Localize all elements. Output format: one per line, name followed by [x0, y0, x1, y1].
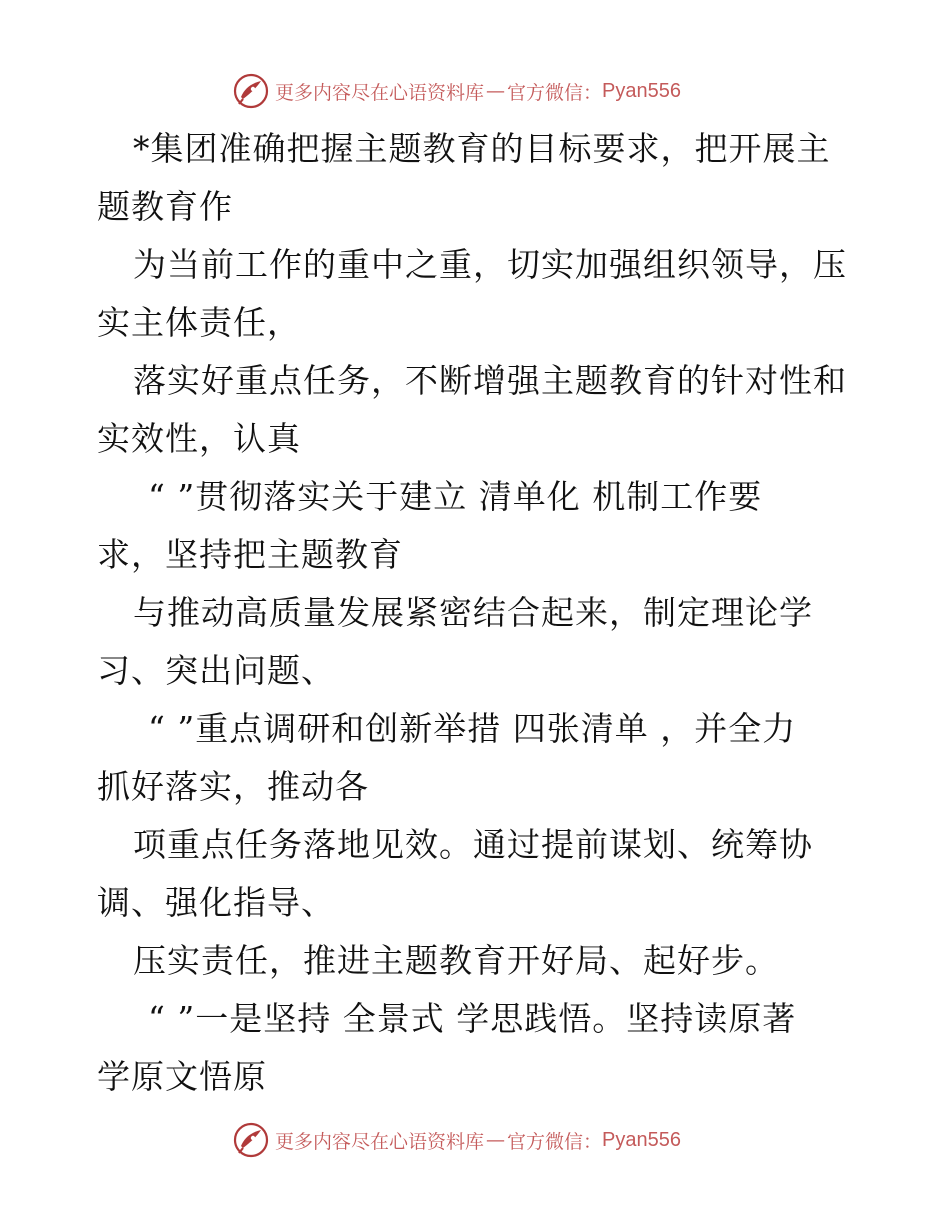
banner-text: 更多内容尽在心语资料库: [275, 1130, 485, 1153]
text-line: “ ”一是坚持 全景式 学思践悟。坚持读原著: [148, 999, 797, 1038]
text-line: 落实好重点任务，不断增强主题教育的针对性和: [133, 361, 847, 400]
text-line: 项重点任务落地见效。通过提前谋划、统筹协: [133, 825, 813, 864]
text-line: 为当前工作的重中之重，切实加强组织领导，压: [133, 245, 847, 284]
pen-logo-icon: [233, 1122, 269, 1158]
text-line: 实主体责任，: [97, 303, 301, 342]
banner-wechat-id: Pyan556: [602, 1128, 681, 1151]
text-line: *集团准确把握主题教育的目标要求，把开展主: [133, 129, 831, 168]
text-line: 求，坚持把主题教育: [97, 535, 403, 574]
banner-dash: —: [486, 1129, 506, 1151]
pen-logo-icon: [233, 73, 269, 109]
text-line: “ ”重点调研和创新举措 四张清单 ，并全力: [148, 709, 797, 748]
footer-banner: [233, 1120, 681, 1160]
text-line: 实效性，认真: [97, 419, 301, 458]
text-line: 抓好落实，推动各: [97, 767, 369, 806]
text-line: 压实责任，推进主题教育开好局、起好步。: [133, 941, 779, 980]
banner-dash: —: [486, 80, 506, 102]
header-banner: [233, 71, 681, 111]
text-line: 与推动高质量发展紧密结合起来，制定理论学: [133, 593, 813, 632]
text-line: 题教育作: [97, 187, 233, 226]
text-line: 调、强化指导、: [97, 883, 335, 922]
banner-wechat-id: Pyan556: [602, 79, 681, 102]
text-line: “ ”贯彻落实关于建立 清单化 机制工作要: [148, 477, 763, 516]
banner-text: 更多内容尽在心语资料库: [275, 81, 485, 104]
banner-wechat-label: 官方微信：: [507, 81, 603, 104]
text-line: 习、突出问题、: [97, 651, 335, 690]
text-line: 学原文悟原: [97, 1057, 267, 1096]
banner-wechat-label: 官方微信：: [507, 1130, 603, 1153]
